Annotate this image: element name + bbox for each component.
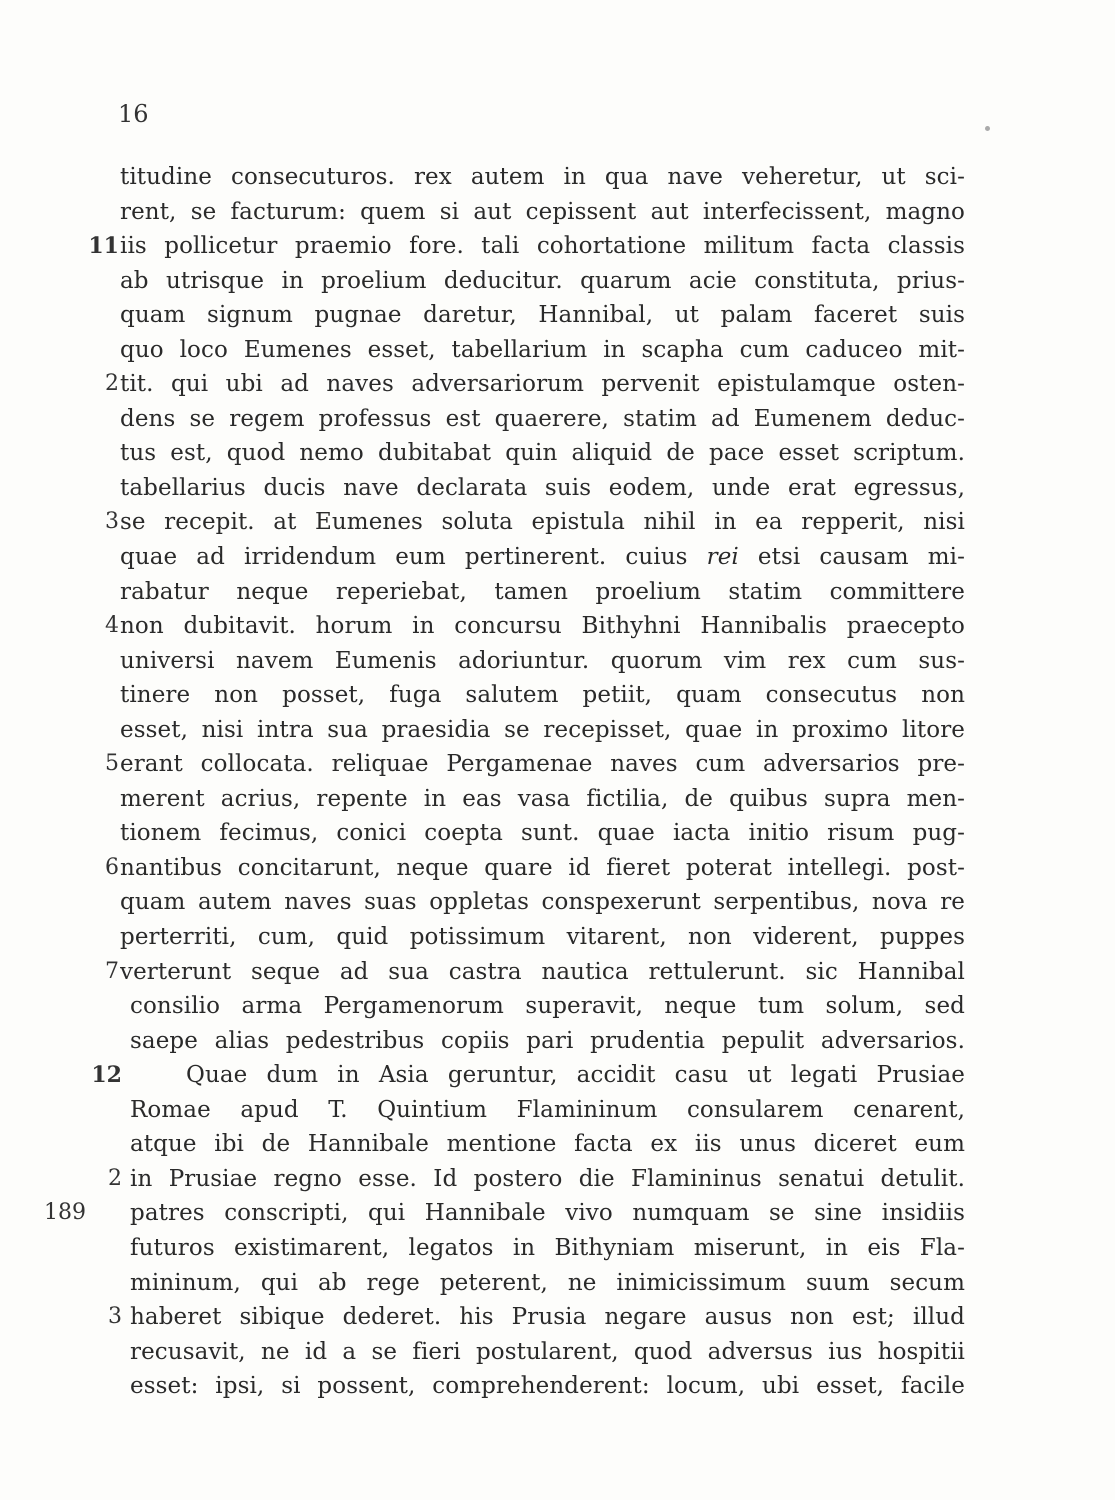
line-text: nantibus concitarunt, neque quare id fieret poterat intellegi. post- [120,854,965,881]
line-text: perterriti, cum, quid potissimum vitarent, non viderent, puppes [120,924,965,951]
text-line [0,1369,1115,1404]
line-text: esset: ipsi, si possent, comprehenderent: locum, ubi esset, facile [130,1373,965,1400]
line-text: ab utrisque in proelium deducitur. quarum acie constituta, prius- [120,267,965,294]
ink-speck [985,126,990,131]
line-text: rabatur neque reperiebat, tamen proelium statim committere [120,578,965,605]
line-text: tabellarius ducis nave declarata suis eodem, unde erat egressus, [120,474,965,501]
text-line [0,1024,1115,1059]
chapter-number: 12 [91,1062,122,1089]
text-line [0,782,1115,817]
text-line [0,298,1115,333]
line-text: mininum, qui ab rege peterent, ne inimicissimum suum secum [130,1269,965,1296]
text-line [0,436,1115,471]
text-line [0,609,1115,644]
text-line [0,540,1115,575]
text-line [0,367,1115,402]
text-line [0,1127,1115,1162]
line-text: tinere non posset, fuga salutem petiit, quam consecutus non [120,682,965,709]
line-text: iis pollicetur praemio fore. tali cohortatione militum facta classis [120,233,965,260]
text-line [0,678,1115,713]
text-line [0,1231,1115,1266]
year-marker: 189 [44,1200,86,1226]
line-text: dens se regem professus est quaerere, statim ad Eumenem deduc- [120,405,965,432]
line-text: se recepit. at Eumenes soluta epistula nihil in ea repperit, nisi [120,509,965,536]
line-text: Romae apud T. Quintium Flamininum consularem cenarent, [130,1096,965,1123]
line-text: Quae dum in Asia geruntur, accidit casu ut legati Prusiae [186,1062,965,1089]
body-text [0,160,1115,1404]
line-text: futuros existimarent, legatos in Bithyniam miserunt, in eis Fla- [130,1234,965,1261]
page-number: 16 [118,100,149,128]
line-text: non dubitavit. horum in concursu Bithyhni Hannibalis praecepto [120,613,965,640]
text-line [0,747,1115,782]
line-text: patres conscripti, qui Hannibale vivo numquam se sine insidiis [130,1200,965,1227]
line-text: quam signum pugnae daretur, Hannibal, ut palam faceret suis [120,302,965,329]
section-number: 4 [105,613,119,639]
line-text: verterunt seque ad sua castra nautica rettulerunt. sic Hannibal [120,958,965,985]
text-line [0,160,1115,195]
text-line [0,989,1115,1024]
text-line [0,471,1115,506]
text-line [0,505,1115,540]
line-text: quam autem naves suas oppletas conspexerunt serpentibus, nova re [120,889,965,916]
line-text: tus est, quod nemo dubitabat quin aliquid de pace esset scriptum. [120,440,965,467]
line-text: tit. qui ubi ad naves adversariorum pervenit epistulamque osten- [120,371,965,398]
line-text: esset, nisi intra sua praesidia se recepisset, quae in proximo litore [120,716,965,743]
text-line [0,885,1115,920]
line-text: haberet sibique dederet. his Prusia negare ausus non est; illud [130,1304,965,1331]
line-text: atque ibi de Hannibale mentione facta ex iis unus diceret eum [130,1131,965,1158]
line-text: rent, se facturum: quem si aut cepissent aut interfecissent, magno [120,198,965,225]
line-text: consilio arma Pergamenorum superavit, neque tum solum, sed [130,993,965,1020]
text-line [0,955,1115,990]
text-line [0,264,1115,299]
text-line [0,402,1115,437]
section-number: 2 [105,371,119,397]
section-number: 3 [108,1304,122,1330]
text-line [0,816,1115,851]
text-line [0,1266,1115,1301]
text-line [0,1162,1115,1197]
text-line [0,1335,1115,1370]
text-line [0,851,1115,886]
line-text: recusavit, ne id a se fieri postularent, quod adversus ius hospitii [130,1338,965,1365]
text-line [0,1196,1115,1231]
text-line [0,1093,1115,1128]
text-line [0,1300,1115,1335]
line-text: universi navem Eumenis adoriuntur. quorum vim rex cum sus- [120,647,965,674]
line-text: titudine consecuturos. rex autem in qua nave veheretur, ut sci- [120,164,965,190]
text-line [0,920,1115,955]
line-text: erant collocata. reliquae Pergamenae naves cum adversarios pre- [120,751,965,778]
section-number: 5 [105,751,119,777]
text-line [0,713,1115,748]
line-text: merent acrius, repente in eas vasa fictilia, de quibus supra men- [120,785,965,812]
section-number: 3 [105,509,119,535]
text-line [0,644,1115,679]
section-number: 7 [105,958,119,984]
text-line [0,333,1115,368]
line-text: quo loco Eumenes esset, tabellarium in scapha cum caduceo mit- [120,336,965,363]
text-line [0,1058,1115,1093]
line-text: quae ad irridendum eum pertinerent. cuius rei etsi causam mi- [120,544,965,571]
text-line [0,575,1115,610]
line-text: in Prusiae regno esse. Id postero die Flamininus senatui detulit. [130,1165,965,1192]
text-line [0,229,1115,264]
text-line [0,195,1115,230]
section-number: 2 [108,1165,122,1191]
chapter-number: 11 [88,233,119,260]
line-text: saepe alias pedestribus copiis pari prudentia pepulit adversarios. [130,1027,965,1054]
section-number: 6 [105,854,119,880]
line-text: tionem fecimus, conici coepta sunt. quae iacta initio risum pug- [120,820,965,847]
